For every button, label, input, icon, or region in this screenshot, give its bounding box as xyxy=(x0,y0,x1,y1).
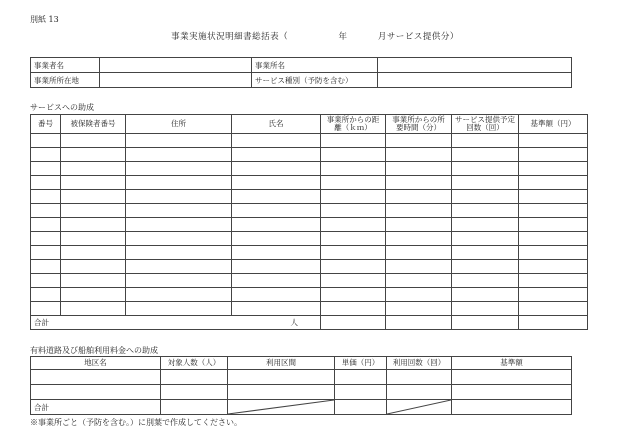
document-id: 別紙 13 xyxy=(30,15,59,24)
table-cell[interactable] xyxy=(519,302,588,316)
table-cell[interactable] xyxy=(321,134,386,148)
table-cell[interactable] xyxy=(31,218,61,232)
table-cell[interactable] xyxy=(452,385,572,400)
table-cell[interactable] xyxy=(452,260,519,274)
table-cell[interactable] xyxy=(232,134,321,148)
table-cell[interactable] xyxy=(232,190,321,204)
table-cell[interactable] xyxy=(386,204,452,218)
total-cell[interactable] xyxy=(386,316,452,330)
table-cell[interactable] xyxy=(519,162,588,176)
col-area-header: 地区名 xyxy=(31,357,161,370)
table-cell[interactable] xyxy=(31,288,61,302)
table-cell[interactable] xyxy=(126,288,232,302)
table-cell[interactable] xyxy=(386,162,452,176)
table-cell[interactable] xyxy=(61,190,126,204)
title-year: 年 xyxy=(338,32,348,42)
table-cell[interactable] xyxy=(386,302,452,316)
table-cell[interactable] xyxy=(321,190,386,204)
title-month-suffix: 月サービス提供分） xyxy=(377,32,459,42)
col-persons-header: 対象人数（人） xyxy=(161,357,228,370)
table-cell[interactable] xyxy=(61,288,126,302)
table-cell[interactable] xyxy=(61,134,126,148)
table-cell[interactable] xyxy=(126,176,232,190)
table-row xyxy=(31,134,588,148)
table-cell[interactable] xyxy=(126,134,232,148)
table-cell[interactable] xyxy=(31,176,61,190)
table-cell[interactable] xyxy=(31,260,61,274)
table-cell[interactable] xyxy=(61,148,126,162)
table-cell[interactable] xyxy=(519,288,588,302)
table-cell[interactable] xyxy=(232,162,321,176)
table-row xyxy=(31,370,572,385)
table-cell[interactable] xyxy=(386,218,452,232)
table-cell[interactable] xyxy=(519,274,588,288)
table-row xyxy=(31,274,588,288)
table-cell[interactable] xyxy=(321,302,386,316)
table-cell[interactable] xyxy=(232,274,321,288)
service-aid-total-row xyxy=(31,316,588,330)
table-cell[interactable] xyxy=(387,385,452,400)
table-cell[interactable] xyxy=(335,370,387,385)
table-cell[interactable] xyxy=(321,260,386,274)
office-name-field[interactable] xyxy=(378,58,572,73)
col-toll-base-amount-header: 基準額 xyxy=(452,357,572,370)
table-cell[interactable] xyxy=(452,176,519,190)
table-cell[interactable] xyxy=(321,176,386,190)
table-cell[interactable] xyxy=(61,232,126,246)
table-cell[interactable] xyxy=(61,218,126,232)
table-cell[interactable] xyxy=(232,218,321,232)
table-cell[interactable] xyxy=(321,288,386,302)
table-cell[interactable] xyxy=(232,302,321,316)
table-cell[interactable] xyxy=(519,218,588,232)
table-cell[interactable] xyxy=(321,232,386,246)
table-cell[interactable] xyxy=(161,370,228,385)
table-cell[interactable] xyxy=(126,274,232,288)
table-cell[interactable] xyxy=(126,246,232,260)
table-cell[interactable] xyxy=(31,274,61,288)
table-cell[interactable] xyxy=(61,260,126,274)
table-cell[interactable] xyxy=(61,302,126,316)
table-cell[interactable] xyxy=(386,260,452,274)
diagonal-line xyxy=(228,400,334,414)
table-cell[interactable] xyxy=(387,370,452,385)
table-row xyxy=(31,246,588,260)
table-cell[interactable] xyxy=(452,370,572,385)
table-cell[interactable] xyxy=(31,134,61,148)
table-cell[interactable] xyxy=(61,274,126,288)
col-section-header: 利用区間 xyxy=(228,357,335,370)
slashed-cell xyxy=(387,400,452,415)
table-cell[interactable] xyxy=(386,190,452,204)
table-cell[interactable] xyxy=(126,232,232,246)
table-cell[interactable] xyxy=(61,176,126,190)
col-no-header: 番号 xyxy=(31,115,61,134)
table-cell[interactable] xyxy=(452,134,519,148)
service-aid-table xyxy=(30,114,588,330)
total-cell[interactable] xyxy=(452,316,519,330)
table-cell[interactable] xyxy=(232,232,321,246)
total-cell[interactable] xyxy=(452,400,572,415)
table-cell[interactable] xyxy=(126,148,232,162)
col-insured-no-header: 被保険者番号 xyxy=(61,115,126,134)
info-table xyxy=(30,57,572,88)
table-cell[interactable] xyxy=(232,246,321,260)
table-cell[interactable] xyxy=(452,204,519,218)
toll-aid-table xyxy=(30,356,572,415)
col-count-header: サービス提供予定回数（回） xyxy=(452,115,519,134)
table-cell[interactable] xyxy=(232,148,321,162)
diagonal-line xyxy=(387,400,451,414)
col-unit-price-header: 単価（円） xyxy=(335,357,387,370)
table-cell[interactable] xyxy=(321,148,386,162)
table-cell[interactable] xyxy=(386,176,452,190)
table-cell[interactable] xyxy=(386,148,452,162)
table-cell[interactable] xyxy=(452,232,519,246)
table-cell[interactable] xyxy=(321,274,386,288)
toll-aid-section-label: 有料道路及び船舶利用料金への助成 xyxy=(30,346,158,355)
operator-name-field[interactable] xyxy=(100,58,252,73)
table-cell[interactable] xyxy=(519,204,588,218)
table-cell[interactable] xyxy=(31,190,61,204)
table-cell[interactable] xyxy=(126,204,232,218)
table-cell[interactable] xyxy=(126,260,232,274)
table-cell[interactable] xyxy=(232,288,321,302)
service-aid-section-label: サービスへの助成 xyxy=(30,103,94,112)
table-cell[interactable] xyxy=(386,232,452,246)
table-cell[interactable] xyxy=(31,204,61,218)
table-cell[interactable] xyxy=(386,288,452,302)
table-cell[interactable] xyxy=(519,134,588,148)
office-address-label: 事業所所在地 xyxy=(31,73,100,88)
table-row xyxy=(31,385,572,400)
table-cell[interactable] xyxy=(31,385,161,400)
table-row xyxy=(31,176,588,190)
table-cell[interactable] xyxy=(321,218,386,232)
table-cell[interactable] xyxy=(452,148,519,162)
table-cell[interactable] xyxy=(452,190,519,204)
table-row xyxy=(31,190,588,204)
table-cell[interactable] xyxy=(126,218,232,232)
total-cell[interactable] xyxy=(321,316,386,330)
table-cell[interactable] xyxy=(386,274,452,288)
toll-total-label: 合計 xyxy=(31,400,161,415)
table-row xyxy=(31,162,588,176)
table-cell[interactable] xyxy=(452,302,519,316)
footnote: ※事業所ごと（予防を含む。）に別葉で作成してください。 xyxy=(30,418,242,427)
document-title xyxy=(0,30,630,42)
total-cell[interactable] xyxy=(161,400,228,415)
service-type-label: サービス種別（予防を含む） xyxy=(252,73,378,88)
total-cell[interactable] xyxy=(335,400,387,415)
title-main: 事業実施状況明細書総括表（ xyxy=(171,32,289,42)
col-uses-header: 利用回数（回） xyxy=(387,357,452,370)
table-cell[interactable] xyxy=(232,260,321,274)
col-distance-header: 事業所からの距離（ｋｍ） xyxy=(321,115,386,134)
table-row xyxy=(31,204,588,218)
table-cell[interactable] xyxy=(228,385,335,400)
toll-aid-total-row xyxy=(31,400,572,415)
table-cell[interactable] xyxy=(519,246,588,260)
col-base-amount-header: 基準額（円） xyxy=(519,115,588,134)
table-cell[interactable] xyxy=(519,190,588,204)
col-name-header: 氏名 xyxy=(232,115,321,134)
table-cell[interactable] xyxy=(228,370,335,385)
table-cell[interactable] xyxy=(519,232,588,246)
table-cell[interactable] xyxy=(61,204,126,218)
total-label: 合計 xyxy=(31,316,126,330)
table-cell[interactable] xyxy=(232,204,321,218)
table-row xyxy=(31,302,588,316)
table-cell[interactable] xyxy=(386,246,452,260)
table-cell[interactable] xyxy=(452,162,519,176)
table-cell[interactable] xyxy=(126,162,232,176)
table-cell[interactable] xyxy=(31,232,61,246)
table-cell[interactable] xyxy=(386,134,452,148)
table-row xyxy=(31,288,588,302)
table-cell[interactable] xyxy=(321,246,386,260)
table-cell[interactable] xyxy=(31,370,161,385)
table-cell[interactable] xyxy=(519,148,588,162)
table-cell[interactable] xyxy=(452,288,519,302)
table-row xyxy=(31,232,588,246)
table-cell[interactable] xyxy=(31,148,61,162)
table-cell[interactable] xyxy=(452,274,519,288)
table-cell[interactable] xyxy=(321,204,386,218)
table-cell[interactable] xyxy=(519,260,588,274)
office-name-label: 事業所名 xyxy=(252,58,378,73)
table-row xyxy=(31,218,588,232)
table-cell[interactable] xyxy=(452,246,519,260)
table-cell[interactable] xyxy=(126,190,232,204)
table-row xyxy=(31,260,588,274)
col-address-header: 住所 xyxy=(126,115,232,134)
table-cell[interactable] xyxy=(31,302,61,316)
table-cell[interactable] xyxy=(161,385,228,400)
total-cell[interactable] xyxy=(519,316,588,330)
table-cell[interactable] xyxy=(126,302,232,316)
slashed-cell xyxy=(228,400,335,415)
service-type-field[interactable] xyxy=(378,73,572,88)
table-cell[interactable] xyxy=(335,385,387,400)
table-cell[interactable] xyxy=(31,246,61,260)
office-address-field[interactable] xyxy=(100,73,252,88)
table-cell[interactable] xyxy=(31,162,61,176)
table-cell[interactable] xyxy=(232,176,321,190)
table-cell[interactable] xyxy=(519,176,588,190)
table-cell[interactable] xyxy=(61,162,126,176)
table-cell[interactable] xyxy=(61,246,126,260)
col-time-header: 事業所からの所要時間（分） xyxy=(386,115,452,134)
table-row xyxy=(31,148,588,162)
operator-name-label: 事業者名 xyxy=(31,58,100,73)
table-cell[interactable] xyxy=(321,162,386,176)
table-cell[interactable] xyxy=(452,218,519,232)
total-persons-unit: 人 xyxy=(126,316,321,330)
